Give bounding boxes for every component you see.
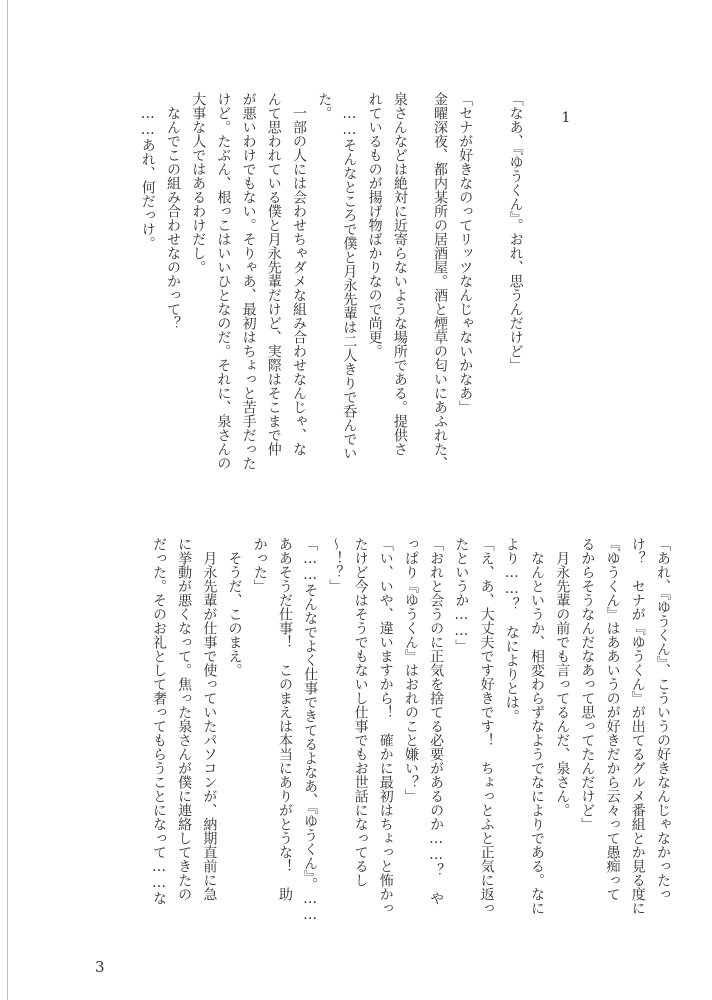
blank-line [477, 92, 502, 470]
text-line: ……そんなところで僕と月永先輩は二人きりで呑んでい [341, 92, 358, 460]
text-line: だった。そのお礼として奢ってもらうことになって……な [150, 537, 167, 905]
text-line: 一部の人には会わせちゃダメな組み合わせなんじゃ、な [291, 92, 307, 456]
text-line: けど。たぶん、根っこはいいひとなのだ。それに、泉さんの [215, 92, 232, 470]
text-line: なんでこの組み合わせなのかって？ [164, 92, 181, 330]
text-line: 「……そんなでよく仕事できてるよなあ、『ゆうくん』。…… [302, 537, 319, 923]
text-line: 「え、あ、大丈夫です好きです！ ちょっとふと正気に返っ [478, 537, 495, 915]
text-line: ……あれ、何だっけ。 [139, 92, 156, 250]
text-line: 月永先輩が仕事で使っていたパソコンが、納期直前に急 [201, 537, 218, 901]
text-line: んて思われている僕と月永先輩だけど、実際はそこまで仲 [265, 92, 282, 456]
text-line: たというか……」 [453, 537, 470, 653]
text-line: 金曜深夜、都内某所の居酒屋。酒と煙草の匂いにあふれた、 [432, 92, 449, 470]
text-line: なんというか、相変わらずなようでなによりである。なに [528, 537, 545, 915]
text-line: 泉さんなどは絶対に近寄らないような場所である。提供さ [391, 92, 408, 456]
text-line: に挙動が悪くなって。焦った泉さんが僕に連絡してきたの [176, 537, 193, 901]
lower-text-block [146, 537, 675, 923]
text-line: 「なあ、『ゆうくん』。おれ、思うんだけど」 [507, 92, 524, 372]
text-line: た。 [316, 92, 333, 120]
blank-line [528, 92, 553, 470]
text-line: より……？ なによりとは。 [503, 537, 520, 723]
text-line: ああそうだ仕事！ このまえは本当にありがとうな！ 助 [276, 537, 293, 901]
text-line: 「い、いや、違いますから！ 確かに最初はちょっと怖かっ [377, 537, 394, 915]
page-edge-line [7, 0, 8, 1000]
text-line: 大事な人ではあるわけだし。 [190, 92, 207, 274]
text-line: け？ セナが『ゆうくん』が出てるグルメ番組とか見る度に [629, 537, 646, 915]
text-line: れているものが揚げ物ばかりなので尚更。 [366, 92, 383, 358]
text-line: っぱり『ゆうくん』はおれのこと嫌い？」 [402, 537, 419, 803]
text-line: たけど今はそうでもないし仕事でもお世話になってるし [352, 537, 369, 887]
text-line: 「おれと会うのに正気を捨てる必要があるのか……？ や [428, 537, 445, 905]
chapter-number: 1 [558, 110, 574, 126]
text-line: 『ゆうくん』はああいうのが好きだから云々って愚痴って [604, 537, 621, 901]
text-line: かった」 [251, 537, 268, 593]
text-line: 「あれ、『ゆうくん』、こういうの好きなんじゃなかったっ [655, 537, 671, 901]
text-line: 月永先輩の前でも言ってるんだ、泉さん。 [554, 537, 571, 817]
page-number: 3 [95, 958, 105, 976]
text-line: そうだ、このまえ。 [226, 537, 243, 677]
text-line: 「セナが好きなのってリッツなんじゃないかなあ」 [457, 92, 474, 414]
upper-text-block [135, 92, 578, 470]
text-line: が悪いわけでもない。そりゃあ、最初はちょっと苦手だった [240, 92, 257, 470]
text-line: 〜！？」 [327, 537, 344, 593]
text-line: るからそうなんだなあって思ってたんだけど」 [579, 537, 596, 831]
